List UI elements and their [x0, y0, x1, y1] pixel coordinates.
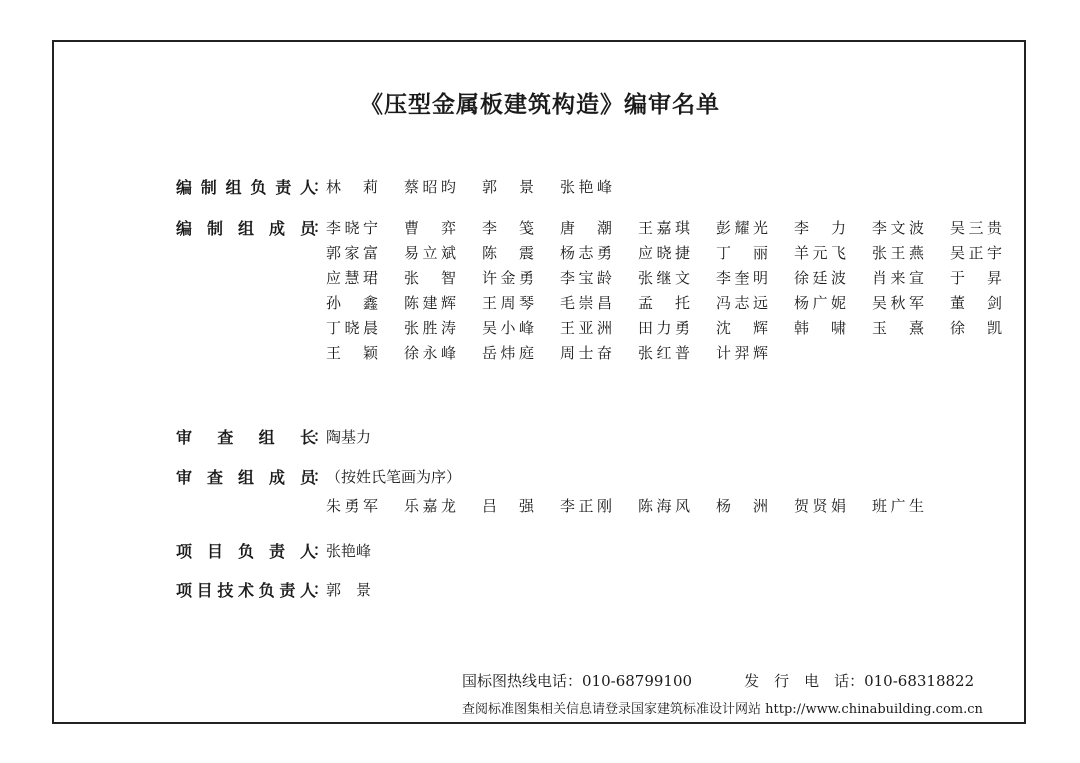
project-leader-colon: ：: [313, 541, 329, 559]
name-entry: 李文波: [872, 219, 924, 237]
name-entry: 王周琴: [482, 294, 534, 312]
name-entry: 李 笺: [482, 219, 534, 237]
name-entry: 杨广妮: [794, 294, 846, 312]
name-entry: 计羿辉: [716, 344, 768, 362]
name-entry: 丁晓晨: [326, 319, 378, 337]
footer-phones: [462, 670, 974, 691]
name-entry: 吴三贵: [950, 219, 1002, 237]
review-leader-colon: ：: [313, 427, 329, 445]
name-entry: 冯志远: [716, 294, 768, 312]
name-entry: 郭 景: [482, 178, 534, 196]
name-entry: 吴小峰: [482, 319, 534, 337]
name-entry: 周士奋: [560, 344, 612, 362]
name-entry: 蔡昭昀: [404, 178, 456, 196]
compile-members-colon: ：: [313, 218, 329, 236]
name-entry: 羊元飞: [794, 244, 846, 262]
name-entry: 于 昇: [950, 269, 1002, 287]
name-entry: 徐廷波: [794, 269, 846, 287]
name-entry: 吴秋军: [872, 294, 924, 312]
name-entry: 肖来宣: [872, 269, 924, 287]
name-entry: 陈海风: [638, 497, 690, 515]
tech-leader-label: 项目技术负责人: [176, 581, 316, 600]
project-leader-label: 项目负责人: [176, 542, 316, 561]
name-entry: 李 力: [794, 219, 846, 237]
name-entry: 乐嘉龙: [404, 497, 456, 515]
name-entry: 岳炜庭: [482, 344, 534, 362]
name-entry: 吴正宇: [950, 244, 1002, 262]
name-entry: 沈 辉: [716, 319, 768, 337]
name-entry: 张 智: [404, 269, 456, 287]
issue-number: 010-68318822: [864, 672, 975, 690]
name-entry: 林 莉: [326, 178, 378, 196]
hotline-label: 国标图热线电话：: [462, 672, 583, 690]
review-members-label: 审查组成员: [176, 468, 316, 487]
name-entry: 张胜涛: [404, 319, 456, 337]
name-entry: 杨志勇: [560, 244, 612, 262]
page-title: 《压型金属板建筑构造》编审名单: [360, 92, 720, 118]
name-entry: 玉 熹: [872, 319, 924, 337]
name-entry: 张王燕: [872, 244, 924, 262]
name-entry: 陈 震: [482, 244, 534, 262]
name-entry: 李正刚: [560, 497, 612, 515]
name-entry: 孟 托: [638, 294, 690, 312]
name-entry: 郭家富: [326, 244, 378, 262]
project-leader-name: 张艳峰: [326, 542, 372, 560]
compile-leaders-label: 编制组负责人: [176, 178, 316, 197]
page-border: [52, 40, 1026, 724]
tech-leader-name: 郭 景: [326, 581, 372, 599]
name-entry: 陈建辉: [404, 294, 456, 312]
name-entry: 班广生: [872, 497, 924, 515]
name-entry: 李奎明: [716, 269, 768, 287]
name-entry: 张继文: [638, 269, 690, 287]
name-entry: 徐永峰: [404, 344, 456, 362]
name-entry: 韩 啸: [794, 319, 846, 337]
name-entry: 易立斌: [404, 244, 456, 262]
review-leader-label: 审查组长: [176, 428, 316, 447]
name-entry: 田力勇: [638, 319, 690, 337]
name-entry: 徐 凯: [950, 319, 1002, 337]
hotline-number: 010-68799100: [582, 672, 693, 690]
tech-leader-colon: ：: [313, 580, 329, 598]
name-entry: 王嘉琪: [638, 219, 690, 237]
name-entry: 吕 强: [482, 497, 534, 515]
name-entry: 丁 丽: [716, 244, 768, 262]
name-entry: 毛崇昌: [560, 294, 612, 312]
review-leader-name: 陶基力: [326, 428, 372, 446]
name-entry: 许金勇: [482, 269, 534, 287]
issue-label: 发 行 电 话：: [744, 672, 865, 690]
name-entry: 张红普: [638, 344, 690, 362]
footer-website: [462, 698, 983, 717]
name-entry: 彭耀光: [716, 219, 768, 237]
name-entry: 李晓宁: [326, 219, 378, 237]
name-entry: 董 剑: [950, 294, 1002, 312]
name-entry: 贺贤娟: [794, 497, 846, 515]
name-entry: 孙 鑫: [326, 294, 378, 312]
name-entry: 王 颖: [326, 344, 378, 362]
compile-members-label: 编制组成员: [176, 219, 316, 238]
review-members-colon: ：: [313, 467, 329, 485]
name-entry: 王亚洲: [560, 319, 612, 337]
name-entry: 曹 弈: [404, 219, 456, 237]
name-entry: 应慧珺: [326, 269, 378, 287]
review-members-note: （按姓氏笔画为序）: [326, 468, 462, 486]
name-entry: 张艳峰: [560, 178, 612, 196]
compile-leaders-colon: ：: [313, 177, 329, 195]
name-entry: 杨 洲: [716, 497, 768, 515]
name-entry: 李宝龄: [560, 269, 612, 287]
name-entry: 朱勇军: [326, 497, 378, 515]
name-entry: 应晓捷: [638, 244, 690, 262]
website-text: 查阅标准图集相关信息请登录国家建筑标准设计网站: [462, 702, 762, 717]
website-link[interactable]: http://www.chinabuilding.com.cn: [765, 702, 983, 717]
name-entry: 唐 潮: [560, 219, 612, 237]
